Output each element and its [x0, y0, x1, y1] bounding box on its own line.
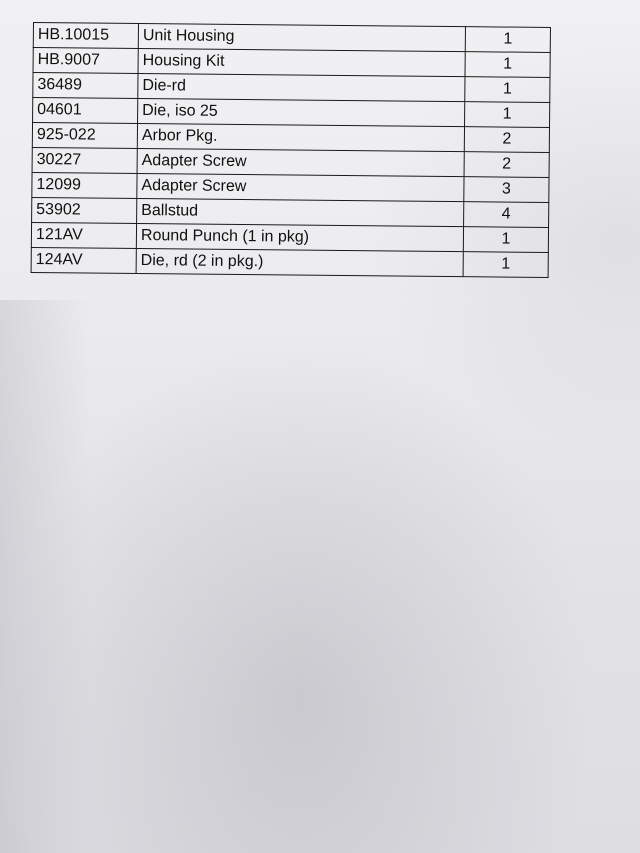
description-cell: Round Punch (1 in pkg)	[136, 224, 463, 252]
description-cell: Housing Kit	[138, 49, 465, 77]
part-number-cell: 04601	[33, 98, 138, 124]
quantity-cell: 2	[464, 152, 549, 178]
quantity-cell: 1	[465, 77, 550, 103]
quantity-cell: 1	[463, 252, 548, 278]
part-number-cell: 121AV	[31, 222, 136, 248]
quantity-cell: 1	[465, 52, 550, 78]
quantity-cell: 1	[463, 227, 548, 253]
quantity-cell: 2	[464, 127, 549, 153]
description-cell: Adapter Screw	[137, 174, 464, 202]
part-number-cell: 53902	[32, 197, 137, 223]
quantity-cell: 4	[464, 202, 549, 228]
quantity-cell: 1	[465, 102, 550, 128]
part-number-cell: 124AV	[31, 247, 136, 273]
quantity-cell: 1	[465, 27, 550, 53]
description-cell: Die, rd (2 in pkg.)	[136, 249, 463, 277]
paper-shadow	[0, 300, 90, 853]
part-number-cell: HB.9007	[33, 48, 138, 74]
description-cell: Ballstud	[137, 199, 464, 227]
part-number-cell: 36489	[33, 73, 138, 99]
part-number-cell: 30227	[32, 147, 137, 173]
description-cell: Die, iso 25	[138, 99, 465, 127]
parts-table	[31, 22, 551, 278]
quantity-cell: 3	[464, 177, 549, 203]
table-row	[31, 247, 548, 277]
part-number-cell: HB.10015	[33, 23, 138, 49]
description-cell: Arbor Pkg.	[137, 124, 464, 152]
description-cell: Die-rd	[138, 74, 465, 102]
description-cell: Adapter Screw	[137, 149, 464, 177]
part-number-cell: 925-022	[32, 123, 137, 149]
part-number-cell: 12099	[32, 172, 137, 198]
description-cell: Unit Housing	[138, 24, 465, 52]
